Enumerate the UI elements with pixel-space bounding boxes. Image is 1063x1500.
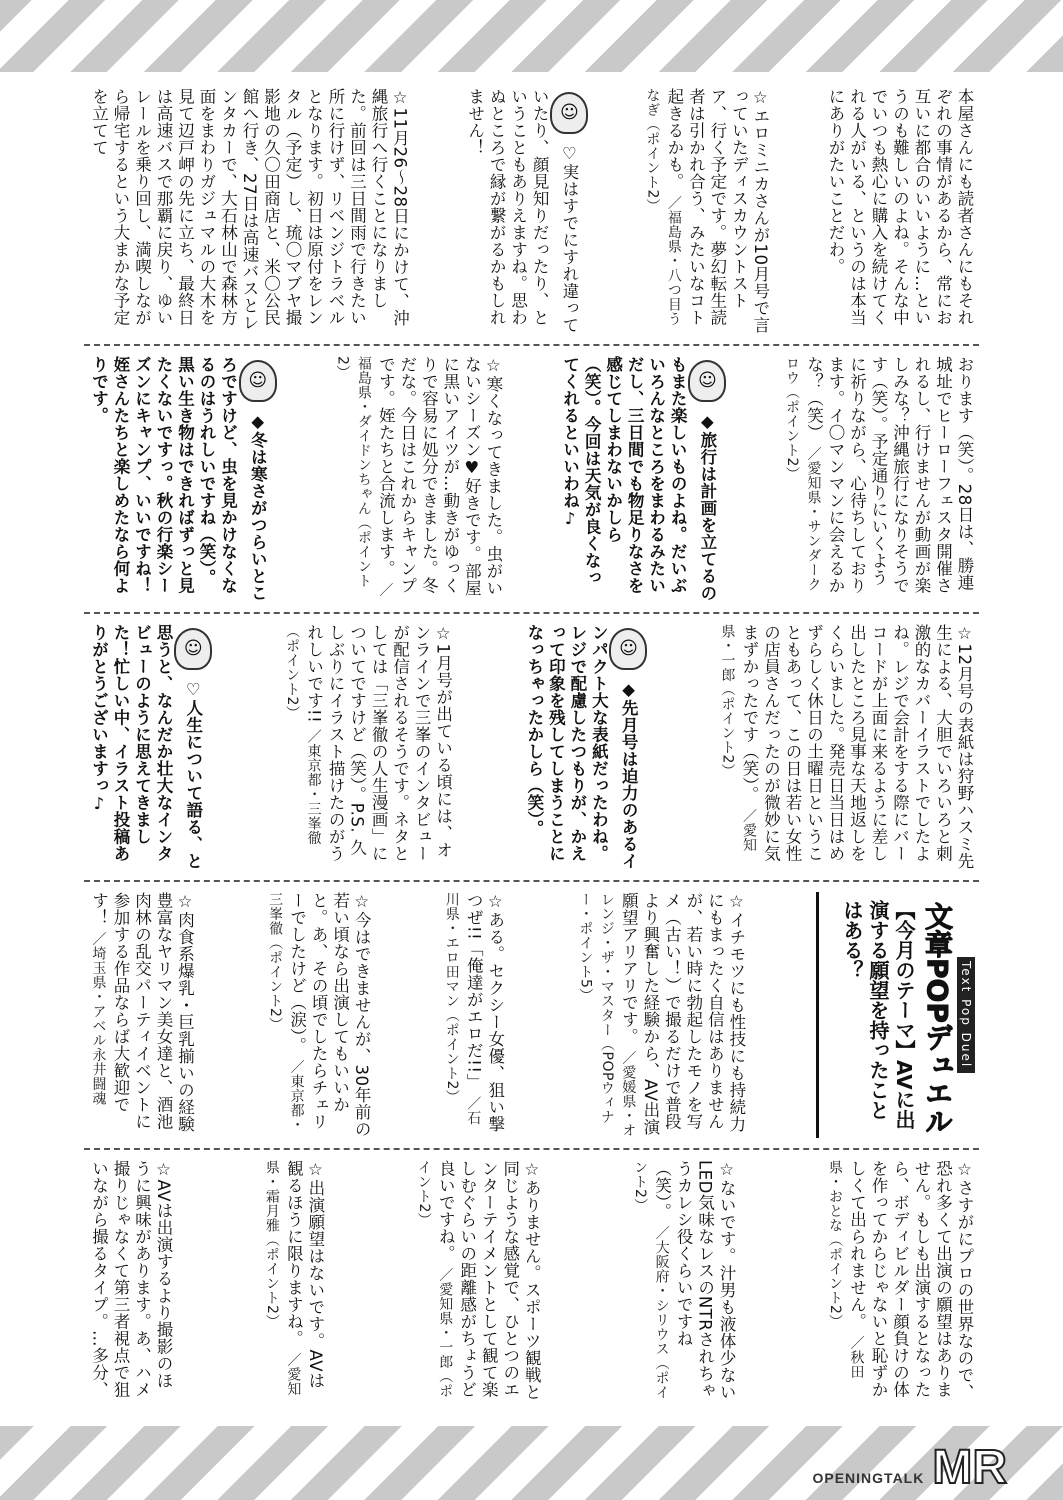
letter	[630, 1160, 738, 1406]
row-divider	[84, 1148, 979, 1150]
staff-avatar-icon: ☺	[239, 360, 277, 402]
reader-letters-panel	[84, 80, 979, 1416]
section-title: 文章POPデュエル	[921, 901, 954, 1135]
letter	[825, 1160, 976, 1406]
letter-signature: ／福島県・八つ目うなぎ（ポイント2）	[644, 88, 682, 327]
reply	[88, 624, 212, 870]
reply	[523, 624, 647, 870]
header-stripe-band	[0, 0, 1063, 72]
letter-text: ☆ある。セクシー女優、狙い撃つぜ!!「俺達がエロだ!!」	[464, 892, 505, 1133]
footer-brand	[812, 1432, 1007, 1492]
letter-signature: ／愛知県・一郎（ポイント2）	[415, 1160, 454, 1399]
theme-question: 【今月のテーマ】AVに出演する願望を持ったことはある？	[840, 900, 916, 1130]
section-subtitle: Text Pop Duel	[957, 957, 975, 1072]
letter-text: ☆さすがにプロの世界なので、恐れ多くて出演の願望はありません。もしも出演するとなったら、ボディビルダー顔負けの体を作ってからじゃないと恥ずかしくて出られません。	[847, 1160, 974, 1401]
letter-text: おります（笑）。28日は、勝連城址でヒーローフェスタ開催されるし、行けませんが動画が楽しみな？沖縄旅行になりそうです（笑）。予定通りにいくように祈りながら、心待ちしております。イ〇マンマンに会えるかな？（笑）	[804, 356, 974, 594]
letter	[642, 88, 771, 334]
letter-text: ☆エロミニカさんが10月号で言っていたディスカウントストア、行く予定です。夢幻転生読者は引かれ合う、みたいなコト起きるかも。	[664, 88, 770, 334]
letter	[575, 892, 747, 1138]
letter-text: ☆ありません。スポーツ観戦と同じような感覚で、ひとつのエンターテイメントとして観て楽しむぐらいの距離感がちょうど良いですね。	[436, 1160, 542, 1401]
letter-signature: ／福島県・ダイドンちゃん（ポイント2）	[334, 356, 394, 598]
letter-signature: ／埼玉県・アベル永井闘魂	[90, 931, 107, 1106]
letter-text: ☆肉食系爆乳・巨乳揃いの経験豊富なヤリマン美女達と、酒池肉林の乱交パーティイベントに参加する作品ならば大歓迎です！	[89, 892, 195, 1133]
reply-text: ♡実はすでにすれ違っていたり、顔見知りだったり、ということもありえますね。思わぬところで縁が繋がるかもしれません！	[465, 88, 579, 334]
letter-signature: ／愛知県・一郎（ポイント2）	[719, 624, 757, 852]
letter-signature: ／愛知県・霜月雅（ポイント2）	[263, 1160, 302, 1397]
letter	[441, 892, 506, 1138]
staff-avatar-icon: ☺	[688, 360, 726, 402]
letter-text: ☆イチモツにも性技にも持続力にもまったく自信はありませんが、若い時に勃起したモノを写メ（古い！）で撮るだけで普段より興奮した経験から、AV出演願望アリアリです。	[619, 892, 746, 1136]
letters-row-2	[84, 348, 979, 610]
reply-text: ◆旅行は計画を立てるのもまた楽しいものよね。だいぶいろんなところをまわるみたいだし、三日間でも物足りなさを感じてしまわないかしら（笑）。今回は天気が良くなってくれるといいわね♪	[560, 356, 717, 602]
reply-text: ◆先月号は迫力のあるインパクト大な表紙だったわね。レジで配慮したつもりが、かえって印象を残してしまうことになっちゃったかしら（笑）。	[524, 624, 639, 870]
letter-signature: ／大阪府・シリウス（ポイント2）	[632, 1160, 670, 1400]
text-pop-duel-title	[816, 892, 975, 1138]
row-divider	[84, 612, 979, 614]
letter	[88, 1160, 174, 1406]
letters-row-5	[84, 1152, 979, 1416]
letter-signature: ／秋田県・おとな（ポイント2）	[827, 1160, 865, 1380]
reply	[88, 356, 277, 602]
letter-signature: ／石川県・エロ田マン（ポイント2）	[443, 892, 482, 1126]
letter-text: ☆出演願望はないです。AVは観るほうに限りますね。	[284, 1160, 325, 1390]
letter-signature: ／愛知県・サンダークロウ（ポイント2）	[783, 356, 822, 592]
brand-logo: MR	[932, 1441, 1007, 1494]
letter	[824, 88, 975, 334]
letter	[781, 356, 975, 602]
reply	[464, 88, 588, 334]
letter-text: ☆11月26～28日にかけて、沖縄旅行へ行くことになりました。前回は三日間雨で行きたい所に行けず、リベンジトラベルとなります。初日は原付をレンタル（予定）し、琉〇マブヤ撮影地の久〇田商店と、米〇公民館へ行き、27日は高速バスとレンタカーで、大石林山で森林方面をまわりガジュマルの大木を見て辺戸岬の先に立ち、最終日は高速バスで那覇に戻り、ゆいレールを乗り回し、満喫しながら帰宅するという大まかな予定を立てて	[89, 88, 410, 331]
staff-avatar-icon: ☺	[550, 92, 588, 134]
letter	[332, 356, 504, 602]
letter-text: ☆ないです。汁男も液体少ないLED気味なレスのNTRされちゃうカレシ役くらいですね（笑）。	[652, 1160, 737, 1401]
reply	[559, 356, 726, 602]
letter-text: ☆12月号の表紙は狩野ハスミ先生による、大胆でいろいろと刺激的なカバーイラストでしたよね。レジで会計をする際にバーコードが上面に来るように差し出したところ見事な天地返しをくらいました。発売日当日はめずらしく休日の土曜日ということもあって、この日は若い女性の店員さんだったのが微妙に気まずかったです（笑）。	[739, 624, 974, 870]
letters-row-4	[84, 884, 979, 1146]
letter	[88, 892, 196, 1138]
letter	[413, 1160, 542, 1406]
letter	[265, 892, 373, 1138]
letter-signature: ／東京都・三峯徹（ポイント2）	[267, 892, 305, 1132]
letter-text: ☆寒くなってきました。虫がいないシーズン♥好きです。部屋に黒いアイツが…動きがゆっくりで容易に処分できました。冬だな。今日はこれからキャンプです。姪たちと合流します。	[376, 356, 503, 597]
staff-avatar-icon: ☺	[609, 628, 647, 670]
letter-text: ☆1月号が出ている頃には、オンラインで三峯のインタビューが配信されるそうです。ネタとしては「三峯徹の人生漫画」についてですけど（笑）。P.S. 久しぶりにイラスト描けたのがうれしいです!!	[304, 624, 453, 862]
letters-row-1	[84, 80, 979, 342]
letter	[282, 624, 454, 870]
row-divider	[84, 880, 979, 882]
letter	[717, 624, 975, 870]
letter-text: 本屋さんにも読者さんにもそれぞれの事情があるから、常にお互いに都合のいいように…というのも難しいのよね。そんな中でいつも熱心に購入を続けてくれる人がいる、というのは本当にありがたいことだわ。	[825, 88, 974, 326]
letter-signature: ／東京都・三峯徹（ポイント2）	[284, 624, 322, 845]
letter-text: ☆今はできませんが、30年前の若い頃なら出演してもいいかと。あ、その頃でしたらチェリーでしたけど（涙）。	[287, 892, 372, 1138]
letter	[88, 88, 411, 334]
reply-text: ♡人生について語る、と思うと、なんだか壮大なインタビューのように思えてきました！忙しい中、イラスト投稿ありがとうございますっ♪	[89, 624, 203, 870]
letter-signature: ／愛媛県・オレンジ・ザ・マスター（POPウィナー・ポイント5）	[577, 892, 637, 1138]
reply-text: ◆冬は寒さがつらいところですけど、虫を見かけなくなるのはうれしいですね（笑）。黒い生き物はできればずっと見たくないですっ。秋の行楽シーズンにキャンプ、いいですね！姪さんたちと楽しめたなら何よりです。	[89, 356, 268, 602]
letter	[261, 1160, 326, 1406]
row-divider	[84, 344, 979, 346]
section-label: OPENINGTALK	[812, 1470, 925, 1486]
letters-row-3	[84, 616, 979, 878]
staff-avatar-icon: ☺	[174, 628, 212, 670]
letter-text: ☆AVは出演するより撮影のほうに興味があります。あ、ハメ撮りじゃなくて第三者視点で狙いながら撮るタイプ。…多分、	[89, 1160, 173, 1398]
